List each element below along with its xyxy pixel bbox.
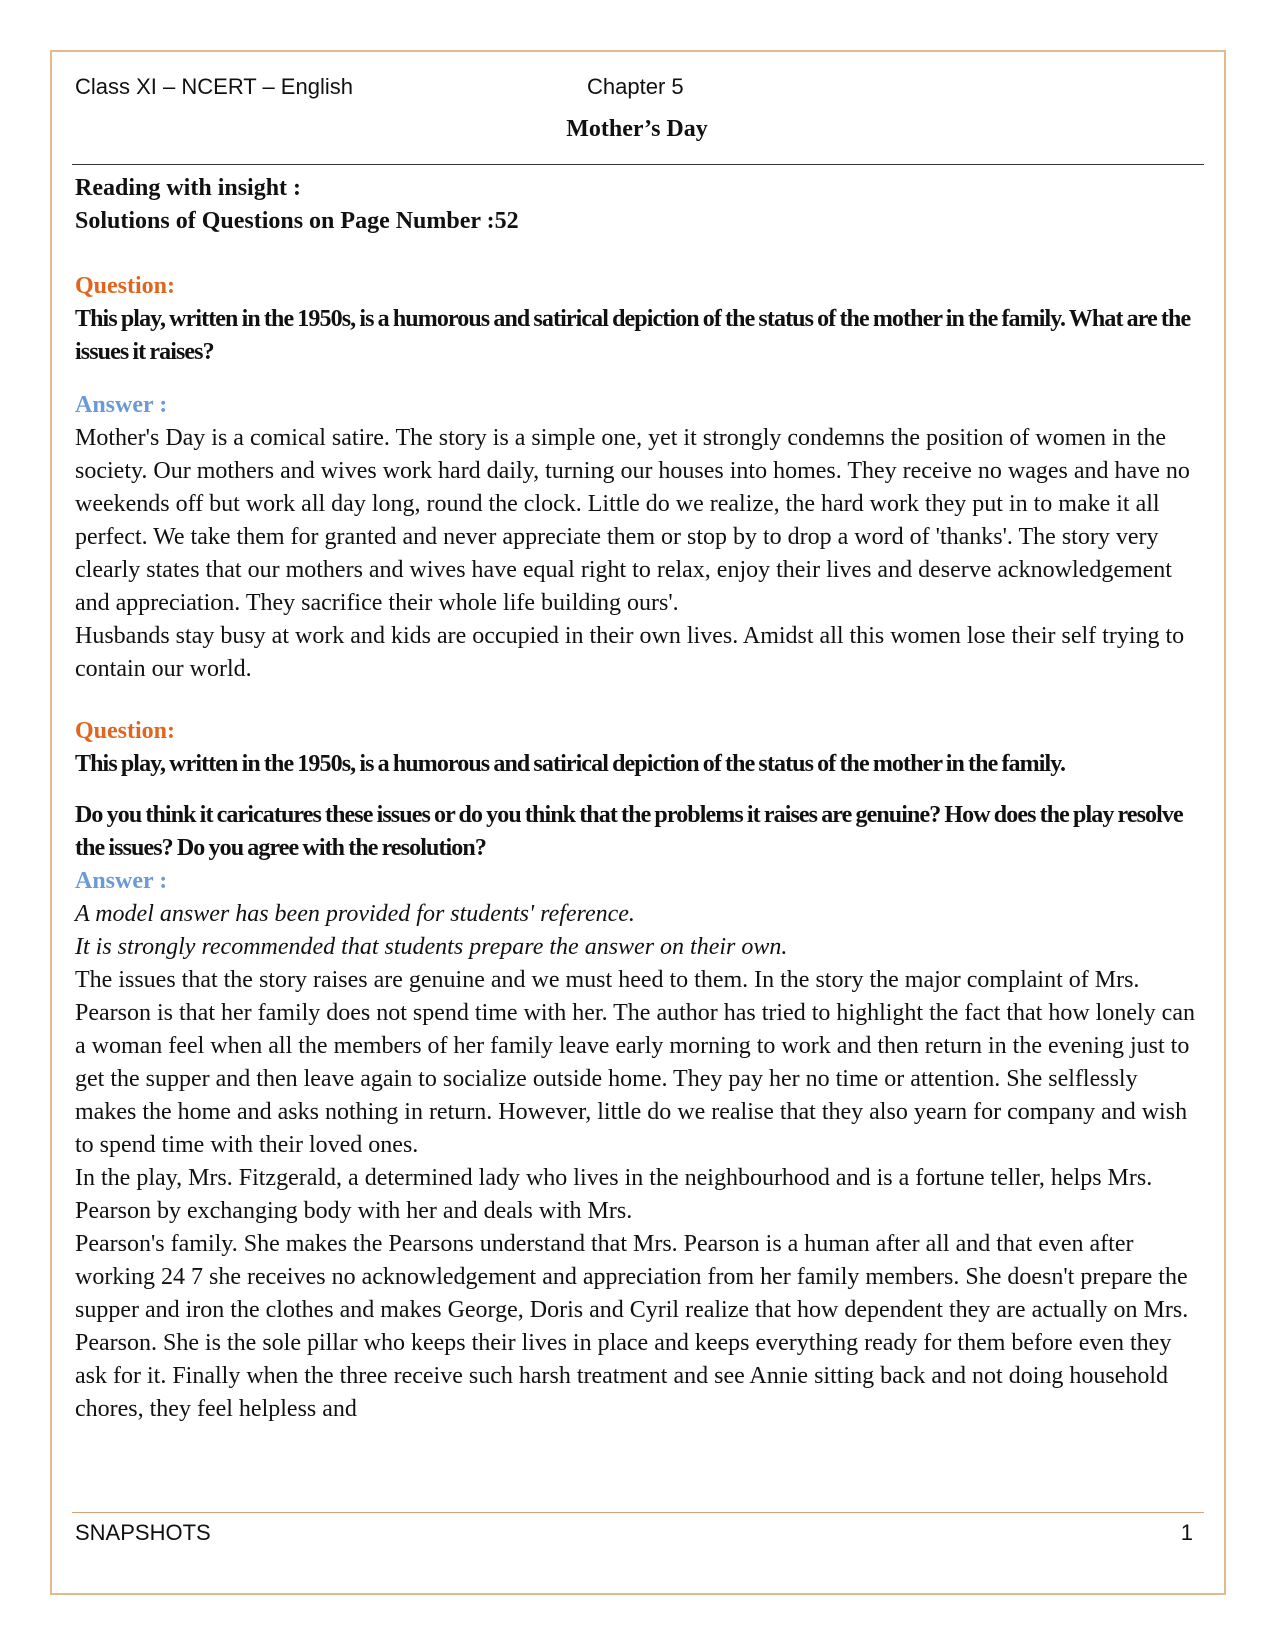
answer-2-paragraph-3: Pearson's family. She makes the Pearsons understand that Mrs. Pearson is a human after all and that even after working 24 7 she receives no acknowledgement and appreciation from her family members. She doesn't prepare the supper and iron the clothes and makes George, Doris and Cyril realize that how dependent they are actually on Mrs. Pearson. She is the sole pillar who keeps their lives in place and keeps everything ready for them before even they ask for it. Finally when the three receive such harsh treatment and see Annie sitting back and not doing household chores, they feel helpless and	[75, 1231, 1189, 1422]
section-subheading: Solutions of Questions on Page Number :52	[75, 208, 519, 234]
chapter-label: Chapter 5	[587, 74, 684, 99]
question-text-2b: Do you think it caricatures these issues or do you think that the problems it raises are genuine? How does the play resolve the issues? Do you agree with the resolution?	[75, 802, 1183, 861]
answer-label-1: Answer :	[75, 392, 168, 418]
answer-1-paragraph-1: Mother's Day is a comical satire. The story is a simple one, yet it strongly condemns the position of women in the society. Our mothers and wives work hard daily, turning our houses into homes. They receive no wages and have no weekends off but work all day long, round the clock. Little do we realize, the hard work they put in to make it all perfect. We take them for granted and never appreciate them or stop by to drop a word of 'thanks'. The story very clearly states that our mothers and wives have equal right to relax, enjoy their lives and deserve acknowledgement and appreciation. They sacrifice their whole life building ours'.	[75, 425, 1190, 616]
section-heading: Reading with insight :	[75, 175, 302, 201]
answer-2-paragraph-2: In the play, Mrs. Fitzgerald, a determined lady who lives in the neighbourhood and is a fortune teller, helps Mrs. Pearson by exchanging body with her and deals with Mrs.	[75, 1165, 1153, 1224]
answer-1-paragraph-2: Husbands stay busy at work and kids are occupied in their own lives. Amidst all this women lose their self trying to contain our world.	[75, 623, 1185, 682]
answer-2-paragraph-1: The issues that the story raises are genuine and we must heed to them. In the story the major complaint of Mrs. Pearson is that her family does not spend time with her. The author has tried to highlight the fact that how lonely can a woman feel when all the members of her family leave early morning to work and then return in the evening just to get the supper and then leave again to socialize outside home. They pay her no time or attention. She selflessly makes the home and asks nothing in return. However, little do we realise that they also yearn for company and wish to spend time with their loved ones.	[75, 967, 1195, 1158]
question-text-2a: This play, written in the 1950s, is a humorous and satirical depiction of the status of the mother in the family.	[75, 751, 1066, 777]
question-label-1: Question:	[75, 273, 176, 299]
question-label-2: Question:	[75, 718, 176, 744]
footer-divider	[72, 1512, 1204, 1513]
page-title: Mother’s Day	[566, 116, 708, 142]
model-answer-note: A model answer has been provided for students' reference.	[75, 901, 635, 927]
footer-label: SNAPSHOTS	[75, 1520, 211, 1545]
course-label: Class XI – NCERT – English	[75, 74, 353, 99]
page-header	[72, 74, 1202, 164]
question-text-1: This play, written in the 1950s, is a humorous and satirical depiction of the status of the mother in the family. What are the issues it raises?	[75, 306, 1191, 365]
answer-label-2: Answer :	[75, 868, 168, 894]
recommendation-note: It is strongly recommended that students prepare the answer on their own.	[75, 934, 788, 960]
document-body	[75, 172, 1203, 1426]
page-number: 1	[1180, 1520, 1193, 1545]
header-divider	[72, 164, 1204, 165]
